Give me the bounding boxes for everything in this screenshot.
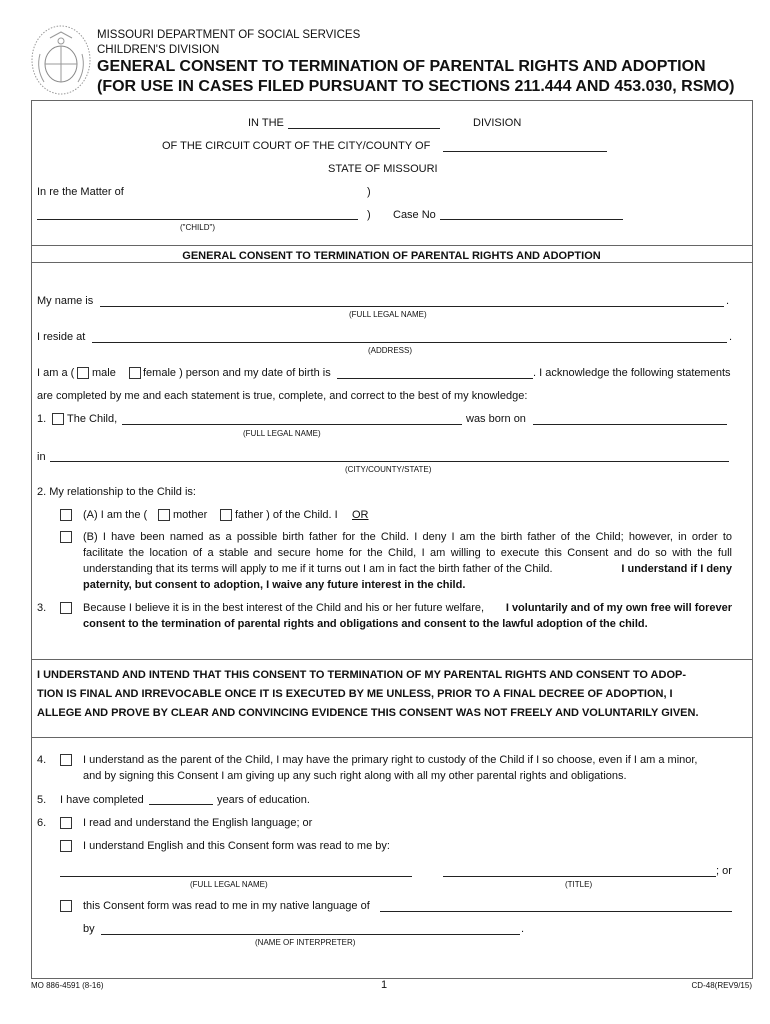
case-no-label: Case No [393,209,436,221]
city-county-field[interactable] [443,151,607,152]
birth-place-field[interactable] [50,461,729,462]
reader-name-field[interactable] [60,876,412,877]
case-no-field[interactable] [440,219,623,220]
father-label: father ) of the Child. I [235,509,338,521]
item-number: 1. [37,413,47,425]
in-the-label: IN THE [248,117,284,129]
division-label: DIVISION [473,117,522,129]
item-number: 4. [37,754,47,766]
father-checkbox[interactable] [220,509,232,521]
item3-line [83,601,732,615]
native-language-checkbox[interactable] [60,900,72,912]
item3-bold: I voluntarily and of my own free will forever [505,602,732,614]
read-to-me-label: I understand English and this Consent form was read to me by: [83,840,390,852]
read-to-me-checkbox[interactable] [60,840,72,852]
page-number: 1 [381,979,388,991]
division-field[interactable] [288,128,440,129]
my-name-label: My name is [37,295,94,307]
item-number: 6. [37,817,47,829]
completed-text: are completed by me and each statement is true, complete, and correct to the best of my knowledge: [37,390,528,402]
item3-text: Because I believe it is in the best interest of the Child and his or her future welfare, [83,602,485,614]
option-b-bold: paternity, but consent to adoption, I waive any future interest in the child. [83,579,466,591]
agency-name: MISSOURI DEPARTMENT OF SOCIAL SERVICES [97,29,361,41]
option-b-line [83,562,732,576]
female-checkbox[interactable] [129,367,141,379]
child-name-field[interactable] [37,219,358,220]
or-label: OR [352,509,369,521]
caption-paren: ) [367,209,371,221]
reader-name-caption: (FULL LEGAL NAME) [190,880,268,889]
child-full-name-field[interactable] [122,424,462,425]
item-number: 5. [37,794,47,806]
period: . [729,331,733,343]
born-on-label: was born on [466,413,526,425]
item4-text: and by signing this Consent I am giving up any such right along with all my other parental rights and obligations. [83,770,627,782]
option-b-line: (B) I have been named as a possible birth father for the Child. I deny I am the birth father of the Child; however, in order to [83,531,732,543]
in-label: in [37,451,46,463]
acknowledge-text: . I acknowledge the following statements [533,367,731,379]
option-b-text: understanding that its terms will apply to me if it turns out I am in fact the birth father of the Child. [83,563,553,575]
by-label: by [83,923,95,935]
item1-checkbox[interactable] [52,413,64,425]
division-name: CHILDREN'S DIVISION [97,44,220,56]
address-field[interactable] [92,342,727,343]
native-language-label: this Consent form was read to me in my native language of [83,900,370,912]
read-english-label: I read and understand the English language; or [83,817,313,829]
interpreter-name-field[interactable] [101,934,520,935]
warning-line: TION IS FINAL AND IRREVOCABLE ONCE IT IS EXECUTED BY ME UNLESS, PRIOR TO A FINAL DECREE OF ADOPTION, I [37,688,673,700]
option-b-bold: I understand if I deny [621,563,732,575]
date-of-birth-field[interactable] [337,378,533,379]
education-years-field[interactable] [149,804,213,805]
divider [31,262,752,263]
warning-line: I UNDERSTAND AND INTEND THAT THIS CONSENT TO TERMINATION OF MY PARENTAL RIGHTS AND CONSENT TO ADOP- [37,669,686,681]
option-b-checkbox[interactable] [60,531,72,543]
item4-text: I understand as the parent of the Child, I may have the primary right to custody of the Child if I so choose, even if I am a minor, [83,754,698,766]
option-a-checkbox[interactable] [60,509,72,521]
circuit-court-label: OF THE CIRCUIT COURT OF THE CITY/COUNTY OF [162,140,431,152]
full-name-field[interactable] [100,306,724,307]
item4-checkbox[interactable] [60,754,72,766]
item3-checkbox[interactable] [60,602,72,614]
section-heading: GENERAL CONSENT TO TERMINATION OF PARENTAL RIGHTS AND ADOPTION [182,250,601,262]
birth-date-field[interactable] [533,424,727,425]
option-b-line: facilitate the location of a stable and secure home for the Child, I am willing to execute this Consent and do so with the full [83,547,732,559]
mother-checkbox[interactable] [158,509,170,521]
warning-line: ALLEGE AND PROVE BY CLEAR AND CONVINCING EVIDENCE THIS CONSENT WAS NOT FREELY AND VOLUNTARILY GIVEN. [37,707,699,719]
form-number: MO 886-4591 (8-16) [31,981,104,990]
state-seal-logo [30,24,92,96]
full-legal-name-caption: (FULL LEGAL NAME) [349,310,427,319]
form-subtitle: (FOR USE IN CASES FILED PURSUANT TO SECTIONS 211.444 AND 453.030, RSMO) [97,78,735,95]
the-child-label: The Child, [67,413,118,425]
item3-bold: consent to the termination of parental rights and obligations and consent to the lawful adoption of the child. [83,618,648,630]
caption-paren: ) [367,186,371,198]
relationship-text: 2. My relationship to the Child is: [37,486,196,498]
divider [31,245,752,246]
female-label: female ) person and my date of birth is [143,367,331,379]
interpreter-caption: (NAME OF INTERPRETER) [255,938,356,947]
in-re-label: In re the Matter of [37,186,124,198]
item-number: 3. [37,602,47,614]
revision-code: CD-48(REV9/15) [691,981,752,990]
reader-title-field[interactable] [443,876,716,877]
read-english-checkbox[interactable] [60,817,72,829]
period: . [521,923,525,935]
period: . [726,295,730,307]
address-caption: (ADDRESS) [368,346,413,355]
mother-label: mother [173,509,208,521]
option-a-label: (A) I am the ( [83,509,148,521]
divider [31,659,752,660]
native-language-field[interactable] [380,911,732,912]
form-title: GENERAL CONSENT TO TERMINATION OF PARENTAL RIGHTS AND ADOPTION [97,58,706,75]
education-label: I have completed [60,794,144,806]
reader-title-caption: (TITLE) [565,880,593,889]
state-label: STATE OF MISSOURI [328,163,438,175]
education-suffix: years of education. [217,794,310,806]
or-suffix: ; or [716,865,732,877]
iam-a-label: I am a ( [37,367,75,379]
male-checkbox[interactable] [77,367,89,379]
male-label: male [92,367,116,379]
city-county-state-caption: (CITY/COUNTY/STATE) [345,465,432,474]
reside-label: I reside at [37,331,86,343]
child-name-caption: (FULL LEGAL NAME) [243,429,321,438]
divider [31,737,752,738]
child-caption-label: ("CHILD") [180,223,216,232]
